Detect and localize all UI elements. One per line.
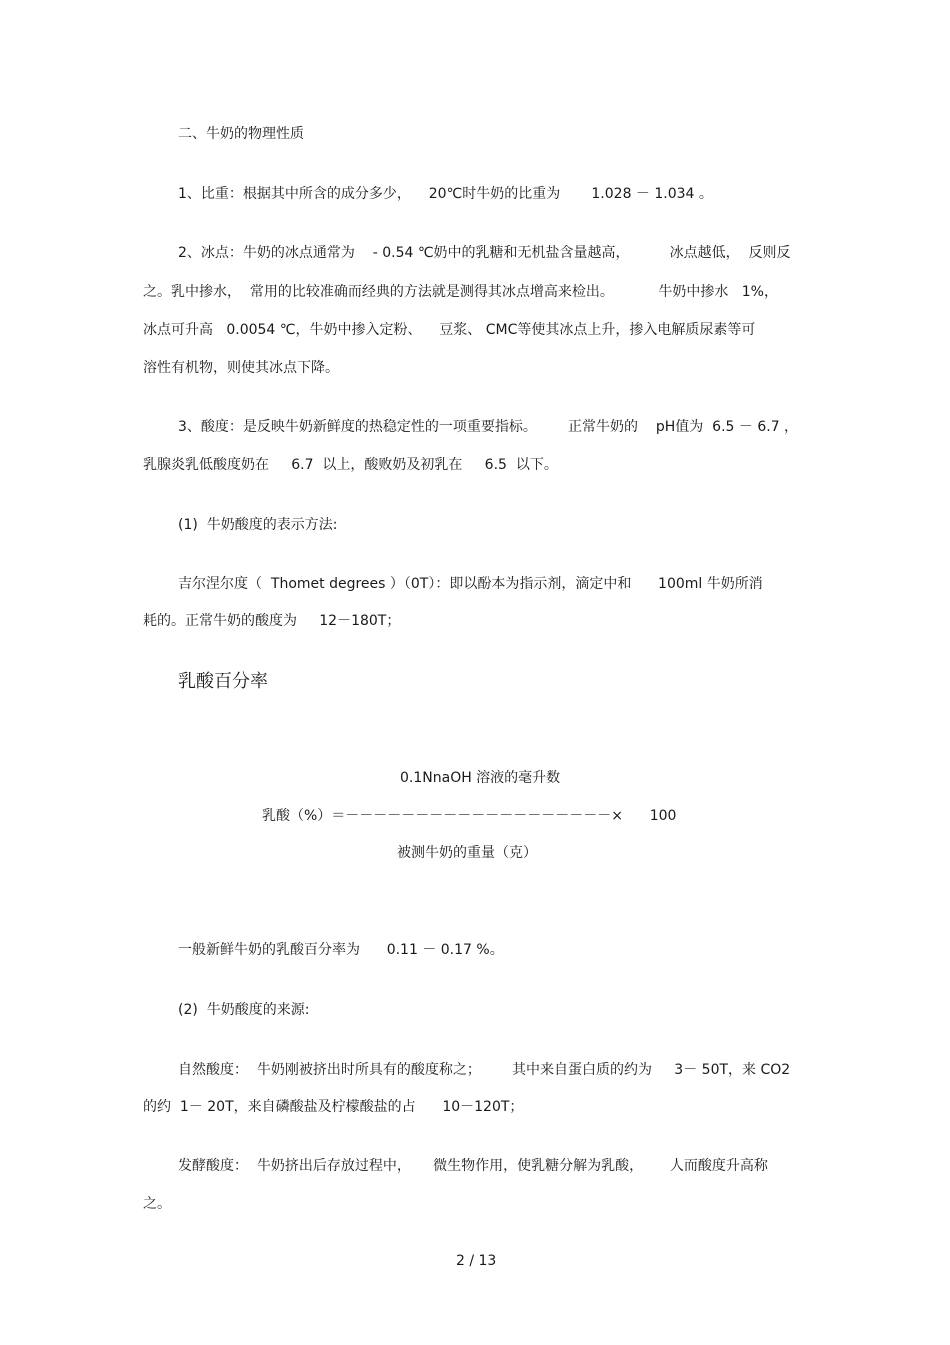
paragraph-freezing-point-line-1: 2、冰点：牛奶的冰点通常为 - 0.54 ℃奶中的乳糖和无机盐含量越高， 冰点越低， 反则反 (178, 245, 791, 261)
subheading-acidity-expression: (1) 牛奶酸度的表示方法: (178, 517, 338, 533)
formula-numerator: 0.1NnaOH 溶液的毫升数 (400, 770, 561, 786)
paragraph-freezing-point-line-4: 溶性有机物，则使其冰点下降。 (143, 360, 339, 376)
paragraph-natural-acidity-line-1: 自然酸度： 牛奶刚被挤出时所具有的酸度称之； 其中来自蛋白质的约为 3－ 50T，来 CO2 (178, 1062, 791, 1078)
subheading-acidity-source: (2) 牛奶酸度的来源: (178, 1002, 310, 1018)
heading-lactic-acid-percentage: 乳酸百分率 (178, 671, 268, 692)
paragraph-specific-gravity: 1、比重：根据其中所含的成分多少， 20℃时牛奶的比重为 1.028 － 1.034 。 (178, 186, 713, 202)
paragraph-thorner-line-2: 耗的。正常牛奶的酸度为 12－180T； (143, 613, 401, 629)
paragraph-natural-acidity-line-2: 的约 1－ 20T，来自磷酸盐及柠檬酸盐的占 10－120T； (143, 1099, 524, 1115)
paragraph-freezing-point-line-3: 冰点可升高 0.0054 ℃，牛奶中掺入定粉、 豆浆、 CMC等使其冰点上升，掺入电解质尿素等可 (143, 322, 756, 338)
formula-main-line: 乳酸（%）＝－－－－－－－－－－－－－－－－－－－× 100 (262, 808, 677, 824)
section-title: 二、牛奶的物理性质 (178, 126, 304, 142)
paragraph-thorner-line-1: 吉尔涅尔度（ Thomet degrees ）（0T）：即以酚本为指示剂，滴定中和 100ml 牛奶所消 (178, 576, 763, 592)
paragraph-fermentation-acidity-line-1: 发酵酸度： 牛奶挤出后存放过程中， 微生物作用，使乳糖分解为乳酸， 人而酸度升高称 (178, 1158, 768, 1174)
paragraph-fermentation-acidity-line-2: 之。 (143, 1196, 171, 1212)
page-number: 2 / 13 (456, 1253, 497, 1269)
paragraph-lactic-range: 一般新鲜牛奶的乳酸百分率为 0.11 － 0.17 %。 (178, 942, 504, 958)
paragraph-acidity-line-1: 3、酸度：是反映牛奶新鲜度的热稳定性的一项重要指标。 正常牛奶的 pH值为 6.5 － 6.7 ， (178, 419, 799, 435)
paragraph-acidity-line-2: 乳腺炎乳低酸度奶在 6.7 以上，酸败奶及初乳在 6.5 以下。 (143, 457, 558, 473)
paragraph-freezing-point-line-2: 之。乳中掺水， 常用的比较准确而经典的方法就是测得其冰点增高来检出。 牛奶中掺水 1%， (143, 284, 778, 300)
formula-denominator: 被测牛奶的重量（克） (397, 845, 537, 861)
